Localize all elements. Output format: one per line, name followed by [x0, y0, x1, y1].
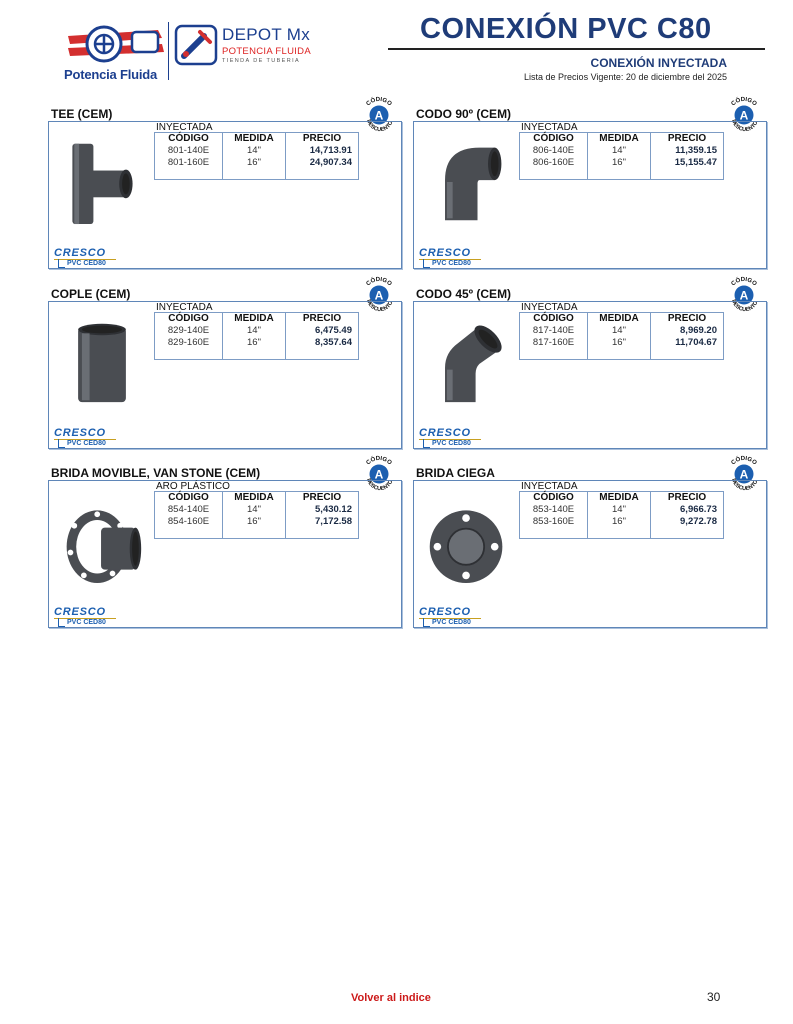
header-code: CÓDIGO — [155, 492, 223, 505]
product-code: 829-160E — [155, 337, 223, 360]
price-table — [519, 491, 724, 539]
price-list-date: Lista de Precios Vigente: 20 de diciembre del 2025 — [524, 72, 727, 82]
brand-subtitle: PVC CED80 — [67, 260, 106, 267]
cresco-brand-logo — [419, 606, 489, 628]
badge-bottom-text: DESCUENTO — [730, 118, 760, 133]
product-price: 15,155.47 — [651, 157, 724, 180]
depot-mx-tagline: TIENDA DE TUBERIA — [222, 58, 301, 64]
header-code: CÓDIGO — [520, 492, 588, 505]
brand-name: CRESCO — [419, 606, 471, 618]
product-box — [413, 298, 767, 449]
brand-subtitle: PVC CED80 — [432, 440, 471, 447]
header-price: PRECIO — [651, 133, 724, 146]
price-row — [520, 157, 724, 180]
brand-name: CRESCO — [54, 427, 106, 439]
depot-mx-name: DEPOT Mx — [222, 25, 311, 44]
brand-subtitle: PVC CED80 — [432, 619, 471, 626]
title-underline — [388, 48, 765, 50]
product-price: 14,713.91 — [286, 145, 359, 157]
product-box — [413, 118, 767, 269]
badge-bottom-text: DESCUENTO — [730, 477, 760, 492]
brand-name: CRESCO — [419, 247, 471, 259]
product-title: BRIDA MOVIBLE, VAN STONE (CEM) — [51, 466, 261, 480]
product-price: 7,172.58 — [286, 516, 359, 539]
product-size: 16" — [588, 157, 651, 180]
badge-bottom-text: DESCUENTO — [365, 477, 395, 492]
product-size: 16" — [223, 157, 286, 180]
product-price: 8,357.64 — [286, 337, 359, 360]
product-size: 16" — [588, 516, 651, 539]
potencia-fluida-text: Potencia Fluida — [64, 67, 158, 82]
brand-hook — [58, 439, 65, 448]
product-price: 9,272.78 — [651, 516, 724, 539]
product-code: 801-140E — [155, 145, 223, 157]
cresco-brand-logo — [419, 247, 489, 269]
page-subtitle: CONEXIÓN INYECTADA — [590, 56, 727, 70]
header-code: CÓDIGO — [155, 313, 223, 326]
product-variant: ARO PLÁSTICO — [156, 481, 230, 492]
product-box — [48, 298, 402, 449]
brand-subtitle: PVC CED80 — [432, 260, 471, 267]
product-size: 14" — [588, 145, 651, 157]
brand-hook — [423, 618, 430, 627]
product-price: 24,907.34 — [286, 157, 359, 180]
depot-mx-logo — [174, 24, 324, 68]
product-size: 14" — [223, 504, 286, 516]
price-table — [519, 132, 724, 180]
price-table — [519, 312, 724, 360]
price-row — [155, 516, 359, 539]
product-code: 853-140E — [520, 504, 588, 516]
product-code: 817-140E — [520, 325, 588, 337]
product-box — [413, 477, 767, 628]
header-size: MEDIDA — [588, 133, 651, 146]
elbow-45-icon — [424, 314, 510, 410]
brand-name: CRESCO — [54, 247, 106, 259]
header-size: MEDIDA — [223, 492, 286, 505]
price-row — [520, 337, 724, 360]
product-price: 8,969.20 — [651, 325, 724, 337]
brand-subtitle: PVC CED80 — [67, 619, 106, 626]
logo-separator — [168, 22, 169, 80]
product-code: 853-160E — [520, 516, 588, 539]
depot-mx-subtitle: POTENCIA FLUIDA — [222, 46, 311, 57]
header-price: PRECIO — [651, 492, 724, 505]
product-code: 817-160E — [520, 337, 588, 360]
product-box — [48, 477, 402, 628]
header-code: CÓDIGO — [520, 313, 588, 326]
badge-top-text: CÓDIGO — [365, 455, 393, 467]
product-code: 801-160E — [155, 157, 223, 180]
price-row — [520, 145, 724, 157]
header-size: MEDIDA — [588, 313, 651, 326]
product-code: 854-140E — [155, 504, 223, 516]
page-title: CONEXIÓN PVC C80 — [420, 13, 712, 45]
badge-letter: A — [739, 108, 749, 123]
header-size: MEDIDA — [223, 133, 286, 146]
product-size: 16" — [223, 516, 286, 539]
header-code: CÓDIGO — [155, 133, 223, 146]
badge-letter: A — [374, 467, 384, 482]
brand-hook — [58, 259, 65, 268]
header-price: PRECIO — [286, 133, 359, 146]
product-price: 6,475.49 — [286, 325, 359, 337]
brand-name: CRESCO — [419, 427, 471, 439]
price-row — [155, 157, 359, 180]
product-title: BRIDA CIEGA — [416, 466, 495, 480]
cresco-brand-logo — [54, 606, 124, 628]
product-code: 806-140E — [520, 145, 588, 157]
brand-subtitle: PVC CED80 — [67, 440, 106, 447]
price-row — [520, 325, 724, 337]
tee-fitting-icon — [59, 134, 145, 230]
product-price: 6,966.73 — [651, 504, 724, 516]
blind-flange-icon — [424, 493, 510, 589]
header-price: PRECIO — [651, 313, 724, 326]
badge-bottom-text: DESCUENTO — [365, 298, 395, 313]
price-row — [155, 145, 359, 157]
potencia-fluida-emblem-icon — [62, 22, 170, 68]
brand-name: CRESCO — [54, 606, 106, 618]
back-to-index-link[interactable]: Volver al indice — [351, 992, 431, 1004]
potencia-fluida-logo — [62, 22, 170, 84]
product-title: COPLE (CEM) — [51, 287, 131, 301]
badge-letter: A — [374, 288, 384, 303]
brand-hook — [423, 259, 430, 268]
product-size: 14" — [588, 325, 651, 337]
product-code: 854-160E — [155, 516, 223, 539]
header-size: MEDIDA — [223, 313, 286, 326]
badge-top-text: CÓDIGO — [730, 96, 758, 108]
price-table — [154, 132, 359, 180]
product-size: 14" — [223, 145, 286, 157]
brand-hook — [58, 618, 65, 627]
badge-letter: A — [374, 108, 384, 123]
product-title: CODO 45º (CEM) — [416, 287, 512, 301]
badge-top-text: CÓDIGO — [730, 276, 758, 288]
product-title: CODO 90º (CEM) — [416, 107, 512, 121]
cresco-brand-logo — [54, 247, 124, 269]
elbow-90-icon — [424, 134, 510, 230]
product-size: 16" — [223, 337, 286, 360]
price-row — [155, 504, 359, 516]
flange-vanstone-icon — [59, 493, 145, 589]
product-code: 829-140E — [155, 325, 223, 337]
brand-hook — [423, 439, 430, 448]
product-price: 11,704.67 — [651, 337, 724, 360]
badge-bottom-text: DESCUENTO — [730, 298, 760, 313]
price-row — [155, 325, 359, 337]
product-size: 14" — [223, 325, 286, 337]
price-table — [154, 312, 359, 360]
header-size: MEDIDA — [588, 492, 651, 505]
product-variant: INYECTADA — [521, 302, 578, 313]
badge-top-text: CÓDIGO — [365, 96, 393, 108]
product-price: 5,430.12 — [286, 504, 359, 516]
product-variant: INYECTADA — [156, 122, 213, 133]
badge-letter: A — [739, 467, 749, 482]
product-box — [48, 118, 402, 269]
cresco-brand-logo — [419, 427, 489, 449]
price-table — [154, 491, 359, 539]
badge-top-text: CÓDIGO — [730, 455, 758, 467]
price-row — [520, 516, 724, 539]
cresco-brand-logo — [54, 427, 124, 449]
badge-bottom-text: DESCUENTO — [365, 118, 395, 133]
header-code: CÓDIGO — [520, 133, 588, 146]
coupling-icon — [59, 314, 145, 410]
product-variant: INYECTADA — [156, 302, 213, 313]
badge-top-text: CÓDIGO — [365, 276, 393, 288]
product-size: 14" — [588, 504, 651, 516]
product-price: 11,359.15 — [651, 145, 724, 157]
product-variant: INYECTADA — [521, 122, 578, 133]
header-price: PRECIO — [286, 313, 359, 326]
price-row — [155, 337, 359, 360]
page-number: 30 — [707, 990, 721, 1004]
product-size: 16" — [588, 337, 651, 360]
product-code: 806-160E — [520, 157, 588, 180]
pipe-wrench-logo-icon — [174, 24, 218, 66]
header-price: PRECIO — [286, 492, 359, 505]
product-title: TEE (CEM) — [51, 107, 113, 121]
product-variant: INYECTADA — [521, 481, 578, 492]
badge-letter: A — [739, 288, 749, 303]
price-row — [520, 504, 724, 516]
